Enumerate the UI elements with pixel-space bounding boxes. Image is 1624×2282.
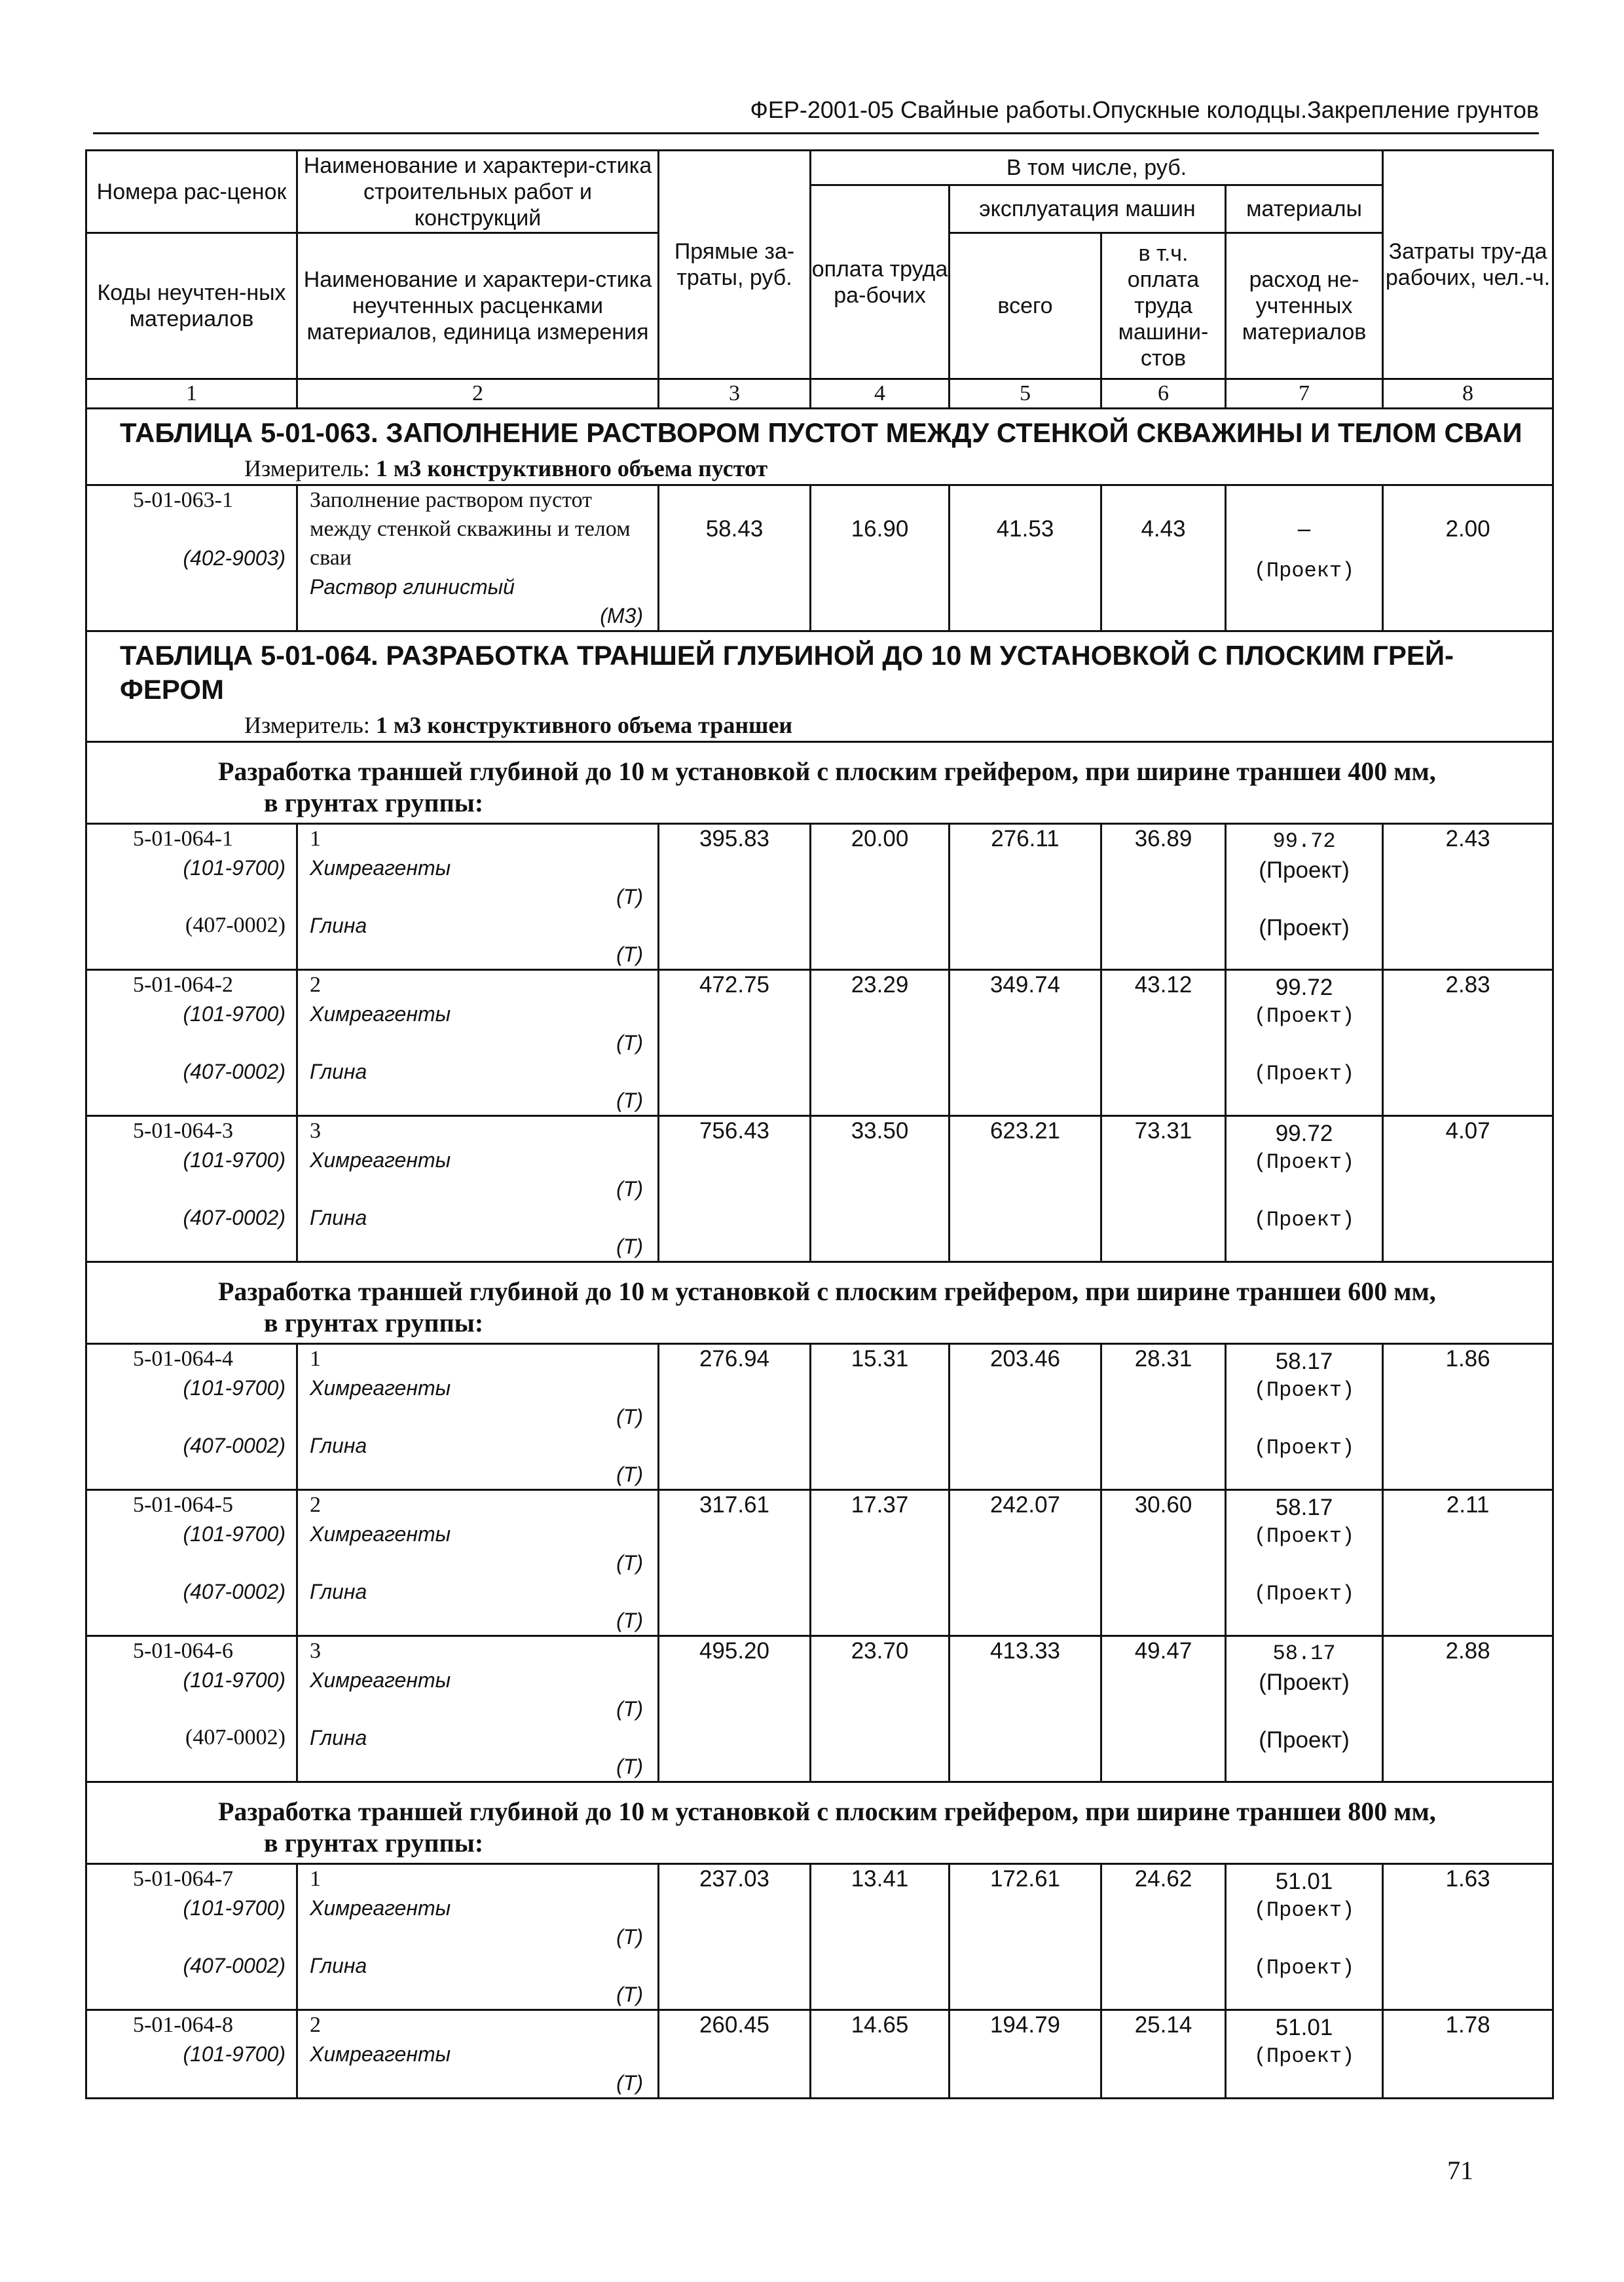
direct-cost: 756.43 [659,1116,811,1262]
material-unit-2: (Т) [616,1235,643,1258]
work-name: 1 [310,1347,321,1371]
machinist-pay: 25.14 [1101,2010,1226,2099]
machines-total: 242.07 [950,1490,1101,1636]
labor-hours: 2.88 [1383,1636,1553,1782]
material-unit-1: (Т) [616,1405,643,1429]
rate-code: 5-01-064-2 [133,973,233,997]
unit-label: Измеритель: [244,455,370,481]
material-unit: (М3) [600,604,643,627]
header-machinist-pay: в т.ч. оплата труда машини-стов [1101,233,1226,379]
material-code-1: (101-9700) [183,1148,286,1172]
material-code-1: (101-9700) [183,1522,286,1546]
direct-cost: 495.20 [659,1636,811,1782]
machinist-pay: 24.62 [1101,1864,1226,2010]
material-name-1: Химреагенты [310,2042,451,2066]
worker-pay: 13.41 [811,1864,950,2010]
material-project-2: (Проект) [1259,1727,1350,1753]
labor-hours: 1.78 [1383,2010,1553,2099]
header-materials: материалы [1226,185,1383,233]
labor-hours: 2.43 [1383,824,1553,970]
subsection-600-text: Разработка траншей глубиной до 10 м установкой с плоским грейфером, при ширине траншеи 600 мм, [218,1277,1436,1306]
labor-hours: 2.00 [1383,485,1553,631]
machines-total: 172.61 [950,1864,1101,2010]
materials-value: 99.72 [1272,829,1336,853]
material-code-1: (101-9700) [183,1376,286,1400]
table-063-title: ТАБЛИЦА 5-01-063. ЗАПОЛНЕНИЕ РАСТВОРОМ ПУСТОТ МЕЖДУ СТЕНКОЙ СКВАЖИНЫ И ТЕЛОМ СВАИ [120,417,1522,448]
unit-value: 1 м3 конструктивного объема пустот [375,455,768,481]
machinist-pay: 49.47 [1101,1636,1226,1782]
materials-value: 51.01 [1275,1869,1333,1894]
table-064-heading [86,631,1553,742]
col-num-2: 2 [297,379,659,409]
page-number: 71 [1447,2156,1473,2185]
material-project-1: (Проект) [1259,857,1350,883]
subsection-400-text: Разработка траншей глубиной до 10 м установкой с плоским грейфером, при ширине траншеи 400 мм, [218,757,1436,786]
material-code-2: (407-0002) [183,1206,286,1229]
table-row [86,2010,1553,2099]
table-row [86,824,1553,970]
header-direct-costs: Прямые за-траты, руб. [659,151,811,379]
work-name: 1 [310,1867,321,1891]
work-name: 2 [310,2013,321,2037]
table-063-unit [87,453,1552,484]
col-num-1: 1 [86,379,297,409]
subsection-400-tail: в грунтах группы: [264,788,484,817]
material-code-1: (101-9700) [183,1668,286,1692]
unit-label: Измеритель: [244,712,370,738]
subsection-800-tail: в грунтах группы: [264,1828,484,1858]
machinist-pay: 73.31 [1101,1116,1226,1262]
material-name-2: Глина [310,1434,367,1457]
material-unit-1: (Т) [616,885,643,908]
direct-cost: 472.75 [659,970,811,1116]
table-header [86,151,1553,409]
material-code-2: (407-0002) [183,1060,286,1083]
material-unit-1: (Т) [616,1925,643,1949]
material-code-2: (407-0002) [185,1725,286,1749]
material-code-2: (407-0002) [183,1954,286,1977]
rate-code: 5-01-064-3 [133,1119,233,1143]
subsection-600-tail: в грунтах группы: [264,1308,484,1337]
material-unit-1: (Т) [616,1031,643,1055]
header-machines-total: всего [950,233,1101,379]
machines-total: 349.74 [950,970,1101,1116]
material-project: (Проект) [1253,559,1355,583]
materials-value: 51.01 [1275,2015,1333,2040]
header-including: В том числе, руб. [811,151,1383,185]
material-code-2: (407-0002) [183,1580,286,1603]
material-code-1: (101-9700) [183,1896,286,1920]
worker-pay: 20.00 [811,824,950,970]
subsection-600 [87,1263,1552,1343]
material-code: (402-9003) [183,546,286,570]
machinist-pay: 30.60 [1101,1490,1226,1636]
material-project-1: (Проект) [1253,1004,1355,1028]
material-unit-2: (Т) [616,1089,643,1112]
material-code-2: (407-0002) [185,913,286,937]
rate-code: 5-01-064-6 [133,1639,233,1663]
material-name-1: Химреагенты [310,1376,451,1400]
col-num-8: 8 [1383,379,1553,409]
rate-code: 5-01-064-8 [133,2013,233,2037]
subsection-800 [87,1783,1552,1863]
material-unit-2: (Т) [616,1463,643,1486]
table-row [86,1636,1553,1782]
col-num-5: 5 [950,379,1101,409]
material-code-1: (101-9700) [183,856,286,880]
worker-pay: 33.50 [811,1116,950,1262]
header-unaccounted-materials: расход не-учтенных материалов [1226,233,1383,379]
material-name-1: Химреагенты [310,1522,451,1546]
direct-cost: 276.94 [659,1344,811,1490]
worker-pay: 15.31 [811,1344,950,1490]
work-name: Заполнение раствором пустот между стенкой скважины и телом сваи [310,488,631,570]
table-064 [86,631,1553,2099]
material-code-2: (407-0002) [183,1434,286,1457]
material-unit-2: (Т) [616,1609,643,1632]
rate-code: 5-01-064-7 [133,1867,233,1891]
machines-total: 203.46 [950,1344,1101,1490]
material-code-1: (101-9700) [183,1002,286,1026]
unit-value: 1 м3 конструктивного объема траншеи [375,712,793,738]
material-unit-1: (Т) [616,1551,643,1575]
material-name-2: Глина [310,1206,367,1229]
material-project-2: (Проект) [1253,1582,1355,1606]
material-project-2: (Проект) [1253,1208,1355,1232]
material-unit-1: (Т) [616,1697,643,1721]
labor-hours: 1.63 [1383,1864,1553,2010]
work-name: 2 [310,1493,321,1517]
labor-hours: 1.86 [1383,1344,1553,1490]
material-project-2: (Проект) [1253,1956,1355,1980]
direct-cost: 237.03 [659,1864,811,2010]
machinist-pay: 4.43 [1101,485,1226,631]
worker-pay: 17.37 [811,1490,950,1636]
work-name: 1 [310,827,321,851]
material-name-1: Химреагенты [310,1002,451,1026]
rate-code: 5-01-064-5 [133,1493,233,1517]
materials-value: – [1297,516,1311,542]
material-unit-1: (Т) [616,1177,643,1201]
labor-hours: 2.83 [1383,970,1553,1116]
header-material-codes: Коды неучтен-ных материалов [86,233,297,379]
material-project-1: (Проект) [1253,2044,1355,2068]
worker-pay: 23.29 [811,970,950,1116]
worker-pay: 14.65 [811,2010,950,2099]
material-project-1: (Проект) [1259,1670,1350,1695]
machinist-pay: 28.31 [1101,1344,1226,1490]
material-name-1: Химреагенты [310,1148,451,1172]
table-row [86,1344,1553,1490]
material-unit-1: (Т) [616,2071,643,2095]
material-name: Раствор глинистый [310,575,515,599]
table-row [86,1864,1553,2010]
worker-pay: 16.90 [811,485,950,631]
rates-table [85,149,1554,2099]
machines-total: 276.11 [950,824,1101,970]
material-unit-2: (Т) [616,1983,643,2006]
machines-total: 41.53 [950,485,1101,631]
material-project-1: (Проект) [1253,1524,1355,1548]
material-project-2: (Проект) [1253,1062,1355,1086]
material-project-2: (Проект) [1259,915,1350,941]
header-material-name: Наименование и характери-стика неучтенных расценками материалов, единица измерения [297,233,659,379]
running-head: ФЕР-2001-05 Свайные работы.Опускные колодцы.Закрепление грунтов [93,93,1539,134]
material-name-2: Глина [310,1954,367,1977]
rate-code: 5-01-064-4 [133,1347,233,1371]
direct-cost: 58.43 [659,485,811,631]
header-machines: эксплуатация машин [950,185,1226,233]
material-name-2: Глина [310,914,367,937]
direct-cost: 317.61 [659,1490,811,1636]
materials-value: 58.17 [1275,1495,1333,1520]
subsection-400 [87,743,1552,823]
material-project-1: (Проект) [1253,1898,1355,1922]
material-name-2: Глина [310,1580,367,1603]
materials-value: 58.17 [1275,1349,1333,1374]
rate-code: 5-01-064-1 [133,827,233,851]
header-labor-hours: Затраты тру-да рабочих, чел.-ч. [1383,151,1553,379]
material-name-1: Химреагенты [310,1668,451,1692]
material-name-2: Глина [310,1060,367,1083]
machines-total: 194.79 [950,2010,1101,2099]
work-name: 2 [310,973,321,997]
direct-cost: 395.83 [659,824,811,970]
header-worker-pay: оплата труда ра-бочих [811,185,950,379]
material-name-1: Химреагенты [310,1896,451,1920]
materials-value: 58.17 [1272,1641,1336,1666]
machinist-pay: 43.12 [1101,970,1226,1116]
material-project-1: (Проект) [1253,1378,1355,1402]
header-rate-numbers: Номера рас-ценок [86,151,297,233]
machinist-pay: 36.89 [1101,824,1226,970]
material-unit-2: (Т) [616,1755,643,1778]
table-row [86,1490,1553,1636]
worker-pay: 23.70 [811,1636,950,1782]
material-name-2: Глина [310,1726,367,1749]
material-unit-2: (Т) [616,943,643,966]
labor-hours: 2.11 [1383,1490,1553,1636]
machines-total: 413.33 [950,1636,1101,1782]
direct-cost: 260.45 [659,2010,811,2099]
materials-value: 99.72 [1275,975,1333,1000]
col-num-6: 6 [1101,379,1226,409]
material-project-2: (Проект) [1253,1436,1355,1460]
work-name: 3 [310,1119,321,1143]
material-project-1: (Проект) [1253,1150,1355,1174]
machines-total: 623.21 [950,1116,1101,1262]
table-row [86,970,1553,1116]
table-063-heading [86,409,1553,485]
material-name-1: Химреагенты [310,856,451,880]
col-num-7: 7 [1226,379,1383,409]
work-name: 3 [310,1639,321,1663]
col-num-4: 4 [811,379,950,409]
table-row [86,485,1553,631]
table-064-title: ТАБЛИЦА 5-01-064. РАЗРАБОТКА ТРАНШЕЙ ГЛУБИНОЙ ДО 10 М УСТАНОВКОЙ С ПЛОСКИМ ГРЕЙ-ФЕРОМ [120,640,1454,705]
col-num-3: 3 [659,379,811,409]
rate-code: 5-01-063-1 [133,488,233,512]
material-code-1: (101-9700) [183,2042,286,2066]
header-work-name: Наименование и характери-стика строительных работ и конструкций [297,151,659,233]
table-063 [86,409,1553,631]
subsection-800-text: Разработка траншей глубиной до 10 м установкой с плоским грейфером, при ширине траншеи 800 мм, [218,1797,1436,1826]
table-064-unit [87,709,1552,741]
table-row [86,1116,1553,1262]
materials-value: 99.72 [1275,1121,1333,1146]
labor-hours: 4.07 [1383,1116,1553,1262]
